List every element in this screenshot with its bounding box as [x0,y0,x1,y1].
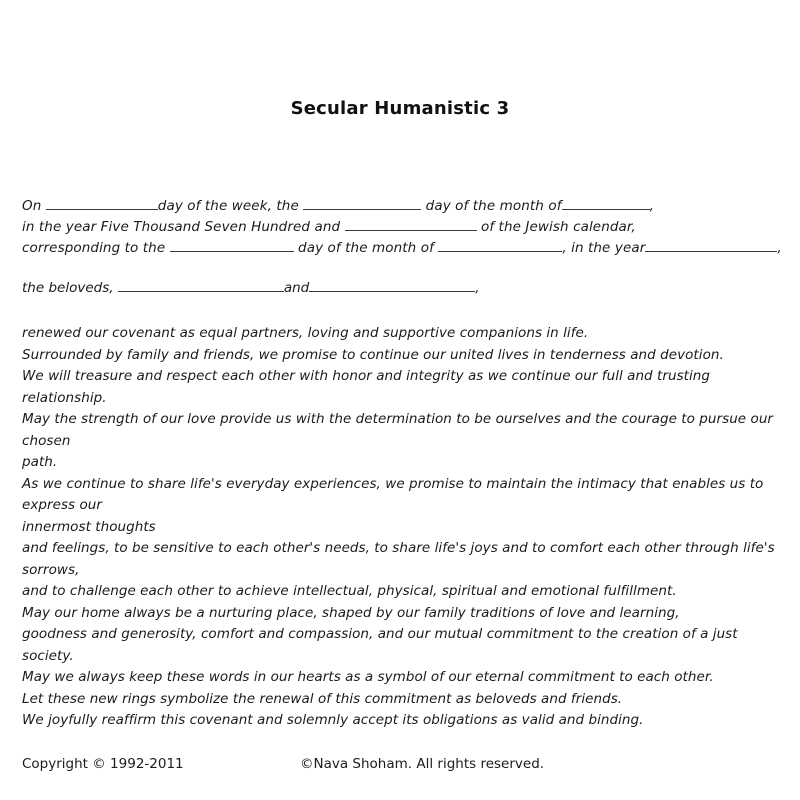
static-text: day of the month of [421,198,562,214]
blank-field[interactable] [438,238,562,252]
fill-in-line-1 [22,196,782,217]
blank-field[interactable] [46,196,158,210]
vow-line: As we continue to share life's everyday experiences, we promise to maintain the intimacy that enables us to express our [22,475,764,513]
static-text: corresponding to the [22,240,170,256]
blank-field[interactable] [309,278,475,292]
blank-field[interactable] [118,278,284,292]
static-text: , [475,280,480,296]
vow-line: renewed our covenant as equal partners, loving and supportive companions in life. [22,325,589,341]
vow-line: goodness and generosity, comfort and compassion, and our mutual commitment to the creation of a just society. [22,626,738,664]
static-text: , in the year [562,240,646,256]
vow-line: May we always keep these words in our hearts as a symbol of our eternal commitment to each other. [22,669,714,685]
static-text: in the year Five Thousand Seven Hundred and [22,219,345,235]
blank-field[interactable] [345,217,477,231]
vow-line: and feelings, to be sensitive to each other's needs, to share life's joys and to comfort each other through life's sorrows, [22,540,775,578]
blank-field[interactable] [303,196,421,210]
static-text: On [22,198,46,214]
static-text: day of the week, the [157,198,304,214]
blank-field[interactable] [645,238,777,252]
beloveds-line [22,278,782,299]
static-text: and [283,280,310,296]
blank-field[interactable] [170,238,294,252]
document-body [22,196,782,774]
fill-in-section [22,196,782,259]
beloveds-text-line [22,278,782,299]
static-text: of the Jewish calendar, [476,219,636,235]
vow-line: May our home always be a nurturing place, shaped by our family traditions of love and learning, [22,604,680,621]
fill-in-line-3 [22,238,782,259]
copyright-left-text: Copyright © 1992-2011 [22,755,184,772]
page-title: Secular Humanistic 3 [290,98,510,119]
vow-line: We will treasure and respect each other with honor and integrity as we continue our full and trusting relationship. [22,368,711,406]
fill-in-line-2 [22,217,782,238]
static-text: , [649,198,654,214]
static-text: , [777,240,782,256]
footer-copyright [22,754,782,774]
vow-line: innermost thoughts [22,518,156,535]
vow-line: Surrounded by family and friends, we promise to continue our united lives in tenderness and devotion. [22,346,724,363]
static-text: the beloveds, [22,280,118,296]
static-text: day of the month of [293,240,439,256]
vow-line: We joyfully reaffirm this covenant and solemnly accept its obligations as valid and binding. [22,712,644,728]
vows-section [22,323,782,732]
vow-line: path. [22,454,58,470]
copyright-right-text: ©Nava Shoham. All rights reserved. [300,755,545,772]
vow-line: and to challenge each other to achieve intellectual, physical, spiritual and emotional fulfillment. [22,583,677,599]
vow-line: Let these new rings symbolize the renewal of this commitment as beloveds and friends. [22,690,623,707]
blank-field[interactable] [562,196,650,210]
vow-line: May the strength of our love provide us with the determination to be ourselves and the courage to pursue our chosen [22,411,774,449]
